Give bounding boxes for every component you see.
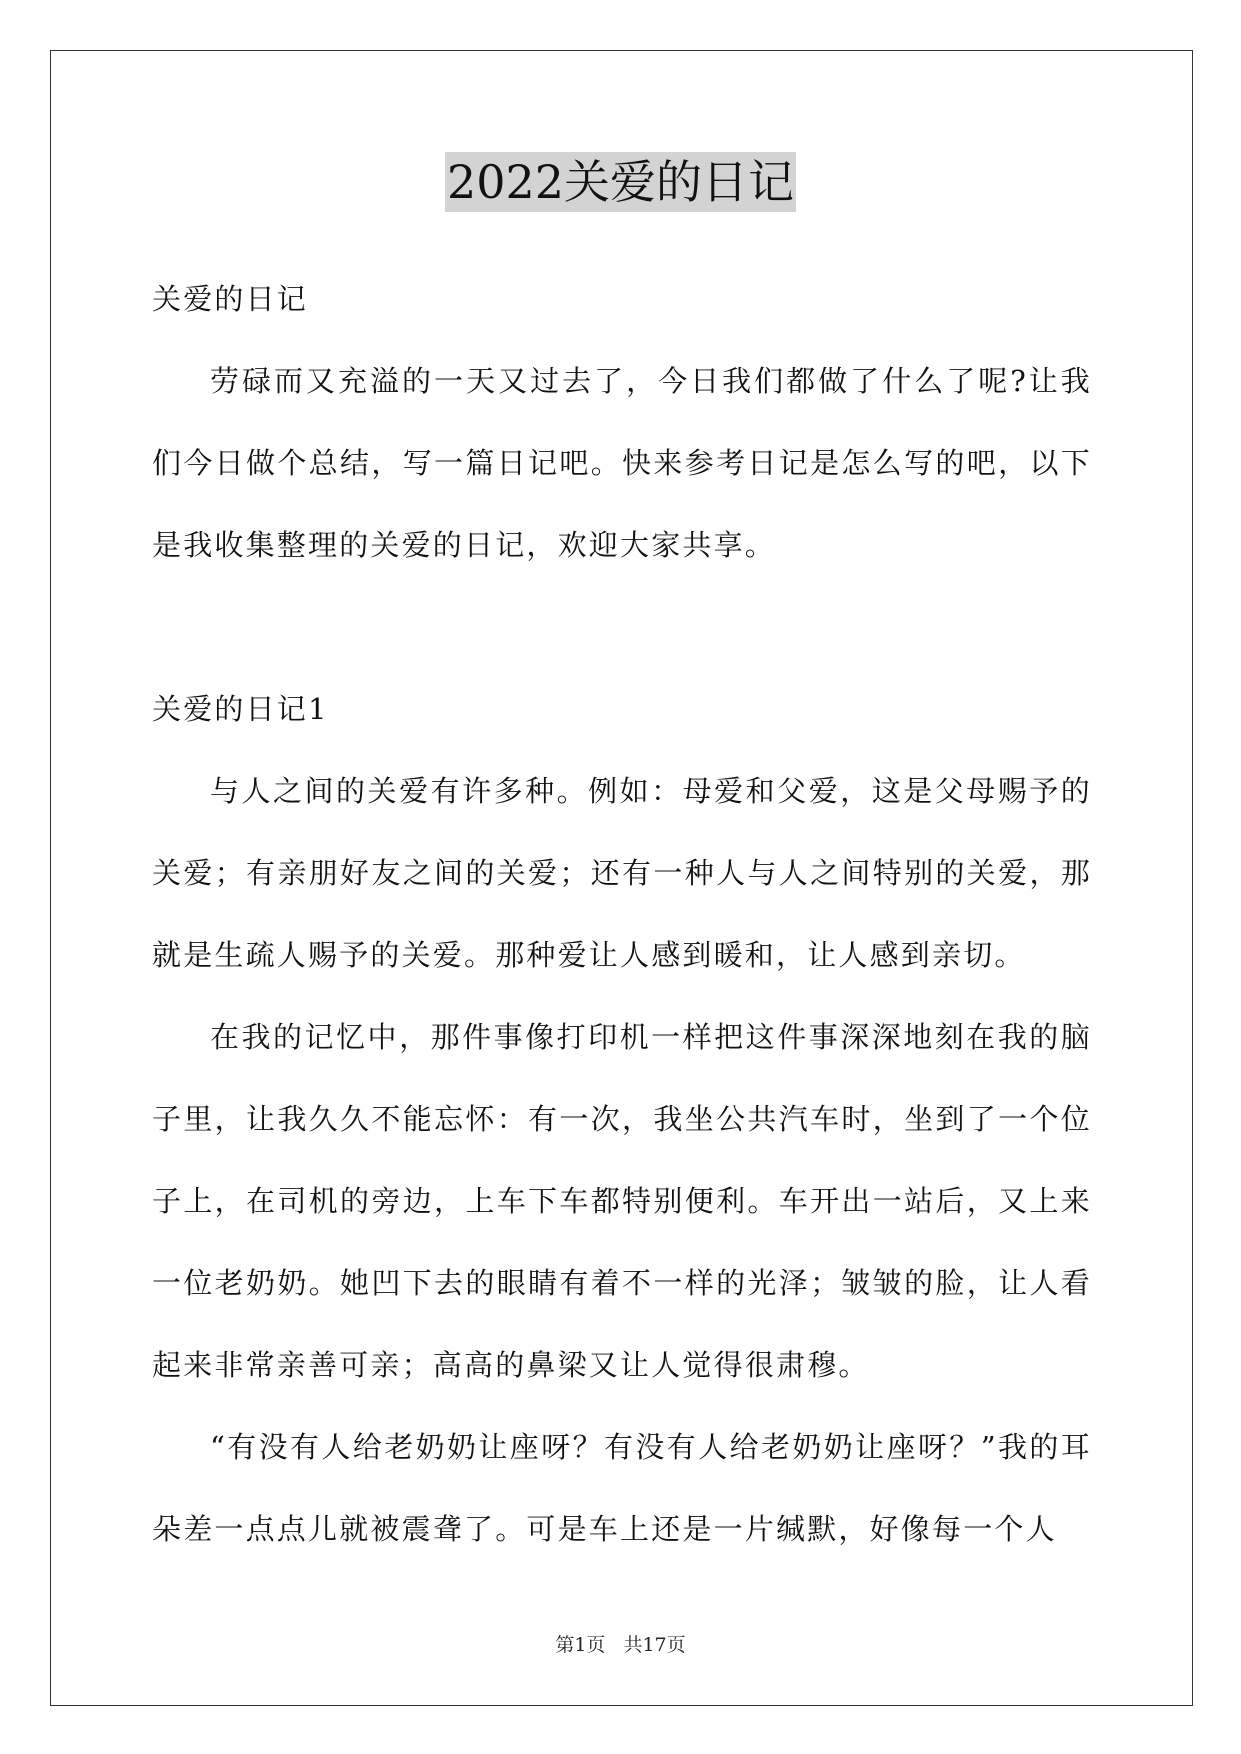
paragraph: “有没有人给老奶奶让座呀？有没有人给老奶奶让座呀？”我的耳朵差一点点儿就被震聋了。可是车上还是一片缄默，好像每一个人	[152, 1430, 1092, 1546]
paragraph: 与人之间的关爱有许多种。例如：母爱和父爱，这是父母赐予的关爱；有亲朋好友之间的关爱；还有一种人与人之间特别的关爱，那就是生疏人赐予的关爱。那种爱让人感到暖和，让人感到亲切。	[152, 774, 1092, 972]
title-container	[0, 152, 1241, 212]
page-total: 共17页	[623, 1634, 686, 1656]
document-title: 2022关爱的日记	[445, 152, 796, 212]
paragraph: 劳碌而又充溢的一天又过去了，今日我们都做了什么了呢?让我们今日做个总结，写一篇日记吧。快来参考日记是怎么写的吧，以下是我收集整理的关爱的日记，欢迎大家共享。	[152, 364, 1092, 562]
section-heading: 关爱的日记	[152, 282, 309, 316]
document-body	[152, 258, 1092, 1570]
paragraph: 在我的记忆中，那件事像打印机一样把这件事深深地刻在我的脑子里，让我久久不能忘怀：有一次，我坐公共汽车时，坐到了一个位子上，在司机的旁边，上车下车都特别便利。车开出一站后，又上来一位老奶奶。她凹下去的眼睛有着不一样的光泽；皱皱的脸，让人看起来非常亲善可亲；高高的鼻梁又让人觉得很肃穆。	[152, 1020, 1092, 1382]
section-heading: 关爱的日记1	[152, 692, 329, 726]
page-footer	[0, 1630, 1241, 1657]
spacer	[152, 586, 1092, 668]
page-number: 第1页	[555, 1634, 606, 1656]
